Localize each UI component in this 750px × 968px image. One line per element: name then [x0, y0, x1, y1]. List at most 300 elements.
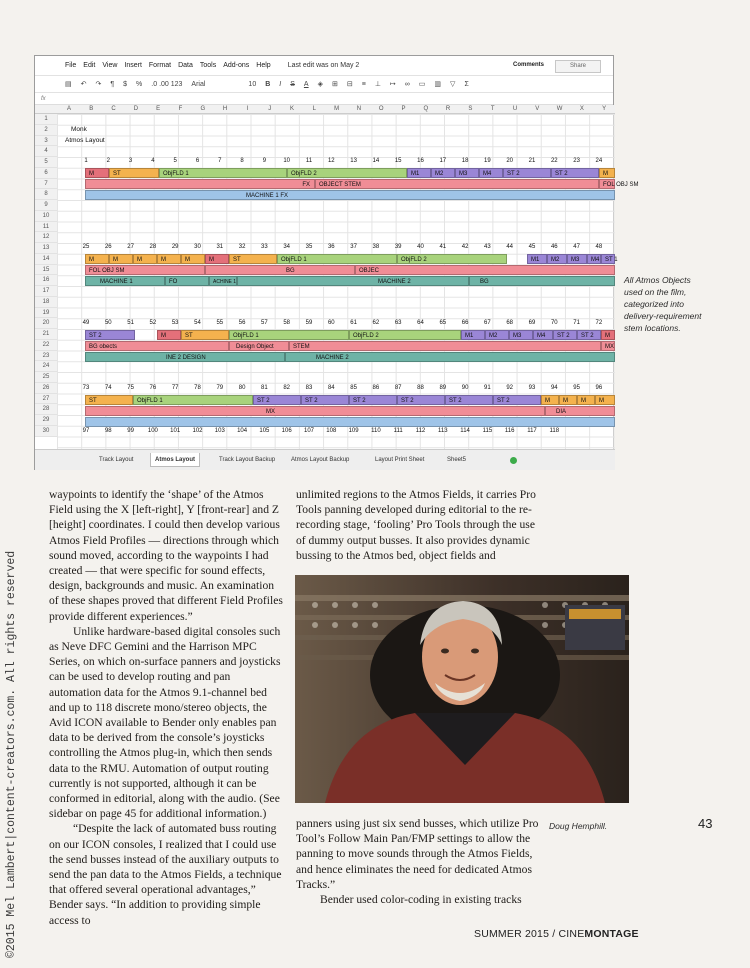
bar-b2-m6: M [205, 254, 229, 264]
row-number: 19 [35, 308, 57, 319]
track-number: 11 [305, 158, 313, 164]
track-number: 64 [417, 320, 424, 326]
bar-fx: FX [85, 179, 315, 189]
bar-b4-mx: MX [85, 406, 545, 416]
column-header: T [490, 106, 495, 112]
bar-b3-ine2design: INE 2 DESIGN [85, 352, 285, 362]
track-number: 77 [171, 385, 179, 391]
paragraph: panners using just six send busses, which utilize Pro Tool’s Follow Main Pan/FMP settings to allow the panning to move sounds through the Atmos Fields, and hence eliminates the need for dedicated Atmos Tracks.” [296, 817, 539, 891]
track-number: 88 [417, 385, 424, 391]
bar-b2-bg2: BG [469, 276, 615, 286]
row-number: 13 [35, 243, 57, 254]
bar-b3-objfld2: ObjFLD 2 [349, 330, 461, 340]
font-select: Arial [191, 80, 206, 88]
chart-icon: ▥ [434, 81, 442, 88]
bar-objfld1: ObjFLD 1 [159, 168, 287, 178]
bar-b3-m1: M1 [461, 330, 485, 340]
column-header: R [445, 106, 451, 112]
bar-b4-blue [85, 417, 615, 427]
borders-icon: ⊞ [331, 81, 338, 88]
column-header: K [289, 106, 294, 112]
column-header: D [133, 106, 139, 112]
bar-b4-st: ST [85, 395, 133, 405]
align-icon: ≡ [361, 80, 366, 88]
column-header: E [156, 106, 161, 112]
track-number: 19 [484, 158, 491, 164]
paragraph: waypoints to identify the ‘shape’ of the Atmos Field using the X [left-right], Y [front-rear] and Z [height] coordinates. I could then develop various Atmos Field Profiles — directions through which sound moved, according to the waypoints I had created — that were specific for sound effects, design, backgrounds and music. An examination of these shapes proved that different Field Profiles provide different experiences.” [49, 488, 283, 623]
track-number: 54 [194, 320, 201, 326]
bar-b3-m4: M4 [533, 330, 553, 340]
track-number: 94 [550, 385, 558, 391]
bar-b2-m4x: M4 [587, 254, 601, 264]
track-number: 112 [415, 428, 426, 434]
track-number: 37 [350, 244, 357, 250]
track-number: 60 [327, 320, 335, 326]
menu-insert: Insert [124, 62, 142, 69]
track-number: 103 [214, 428, 225, 434]
track-number: 98 [104, 428, 112, 434]
currency-icon: $ [123, 80, 128, 88]
track-number: 75 [127, 385, 134, 391]
footer-mag-cine: CINE [558, 928, 585, 940]
column-header: I [246, 106, 249, 112]
track-number: 57 [261, 320, 268, 326]
track-number: 48 [595, 244, 603, 250]
footer-separator: / [549, 928, 559, 940]
bar-b2-m4: M [157, 254, 181, 264]
track-number: 71 [573, 320, 580, 326]
track-number: 2 [106, 158, 110, 164]
bar-machine1-fx: MACHINE 1 FX [85, 190, 615, 200]
track-number: 108 [326, 428, 337, 434]
track-number: 110 [371, 428, 381, 434]
tab-layout-print-sheet: Layout Print Sheet [375, 457, 425, 463]
track-number: 43 [484, 244, 491, 250]
tab-track-layout: Track Layout [99, 457, 134, 463]
column-header: Q [423, 106, 429, 112]
filter-icon: ▽ [450, 81, 456, 88]
bar-b4-dia: DIA [545, 406, 615, 416]
column-header: L [312, 106, 316, 112]
track-number: 25 [82, 244, 90, 250]
bar-b3-stem: STEM [289, 341, 601, 351]
sheet-title: Monk [71, 126, 87, 133]
track-number: 44 [506, 244, 514, 250]
row-number: 3 [35, 136, 57, 147]
bar-b3-bg-obects: BG obects [85, 341, 229, 351]
track-number: 67 [484, 320, 491, 326]
tab-track-layout-backup: Track Layout Backup [219, 457, 276, 463]
menu-view: View [102, 62, 118, 69]
paint-format-icon: ¶ [110, 80, 115, 88]
track-number: 97 [82, 428, 90, 434]
track-number: 62 [372, 320, 380, 326]
track-number: 52 [149, 320, 157, 326]
track-number: 9 [262, 158, 267, 164]
track-number: 79 [216, 385, 224, 391]
track-number: 115 [482, 428, 493, 434]
column-header: F [178, 106, 183, 112]
page-footer [474, 928, 639, 940]
row-number: 15 [35, 265, 57, 276]
row-number: 1 [35, 114, 57, 125]
bar-b4-st2b: ST 2 [301, 395, 349, 405]
link-icon: ∞ [404, 80, 410, 88]
bar-b3-m-end: M [601, 330, 615, 340]
track-number: 23 [573, 158, 580, 164]
copyright-text: ©2015 Mel Lambert|content-creators.com. All rights reserved [5, 550, 18, 958]
menu-help: Help [256, 62, 271, 69]
paragraph: Unlike hardware-based digital consoles such as Neve DFC Gemini and the Harrison MPC Series, on which on-surface panners and joysticks can be used to develop routing and pan automation data for the Atmos 9.1-channel bed and up to 118 discrete mono/stereo objects, the Avid ICON available to Bender only enables pan data to be derived from the console’s joysticks controlling the Atmos plug-in, which then sends data to the RMU. Automation of output routing currently is not supported, although it can be conformed in editorial, along with the audio. (See sidebar on page 45 for additional information.) [49, 624, 281, 821]
track-number: 40 [417, 244, 424, 250]
footer-mag-montage: MONTAGE [584, 928, 639, 940]
bar-b2-objec: OBJEC [355, 265, 615, 275]
redo-icon: ↷ [95, 81, 102, 88]
functions-button: Σ [464, 80, 469, 88]
spreadsheet-toolbar [35, 76, 613, 93]
row-number: 16 [35, 275, 57, 286]
bar-st2b: ST 2 [551, 168, 599, 178]
italic-button: I [279, 80, 282, 88]
track-number: 12 [327, 158, 335, 164]
track-number: 117 [527, 428, 537, 434]
track-number: 26 [104, 244, 112, 250]
comments-label: Comments [513, 62, 545, 68]
track-number: 105 [259, 428, 270, 434]
number-formats: .0 .00 123 [151, 80, 183, 88]
bar-b3-st2: ST 2 [85, 330, 135, 340]
column-header: J [268, 106, 272, 112]
bar-b2-fo: FO [165, 276, 209, 286]
track-number: 100 [147, 428, 158, 434]
row-number: 21 [35, 329, 57, 340]
track-number: 18 [461, 158, 469, 164]
row-number: 2 [35, 125, 57, 136]
track-number: 36 [327, 244, 335, 250]
tab-atmos-layout-backup: Atmos Layout Backup [291, 457, 350, 463]
bar-m-end: M [599, 168, 615, 178]
row-number: 28 [35, 404, 57, 415]
track-number: 38 [372, 244, 380, 250]
bar-m3: M3 [455, 168, 479, 178]
bar-fol-obj-sm: FOL OBJ SM [599, 179, 615, 189]
row-number: 8 [35, 189, 57, 200]
bar-b2-m3x: M3 [567, 254, 587, 264]
bar-m: M [85, 168, 109, 178]
row-number: 12 [35, 232, 57, 243]
article-column-right-bottom [296, 816, 546, 907]
bar-m2: M2 [431, 168, 455, 178]
row-number: 20 [35, 318, 57, 329]
page-number: 43 [698, 816, 713, 831]
track-number: 50 [104, 320, 112, 326]
bar-b2-st: ST [229, 254, 277, 264]
bar-b3-machine2: MACHINE 2 [285, 352, 615, 362]
track-number: 99 [127, 428, 134, 434]
track-number: 73 [82, 385, 90, 391]
spreadsheet-grid [35, 105, 639, 449]
track-number: 58 [283, 320, 291, 326]
menu-tools: Tools [199, 62, 217, 69]
row-number: 9 [35, 200, 57, 211]
wrap-icon: ↦ [389, 81, 396, 88]
paragraph: unlimited regions to the Atmos Fields, it carries Pro Tools panning developed during editorial to the re-recording stage, ‘fooling’ Pro Tools through the use of dummy output busses. It also provides dynamic bussing to the Atmos bed, object fields and [296, 488, 536, 562]
track-number: 72 [595, 320, 603, 326]
column-header: A [66, 106, 71, 112]
row-number: 26 [35, 383, 57, 394]
track-number: 81 [261, 385, 268, 391]
bar-m1: M1 [407, 168, 431, 178]
row-number: 24 [35, 361, 57, 372]
column-header: C [111, 106, 116, 112]
row-number: 22 [35, 340, 57, 351]
bar-b2-machine1: MACHINE 1 [85, 276, 165, 286]
track-number: 106 [281, 428, 292, 434]
track-number: 86 [372, 385, 380, 391]
bar-object-stem: OBJECT STEM [315, 179, 599, 189]
bar-st: ST [109, 168, 159, 178]
track-number: 21 [528, 158, 536, 164]
paragraph: Bender used color-coding in existing tracks [320, 893, 522, 907]
bar-b3-m: M [157, 330, 181, 340]
strike-button: S [290, 80, 295, 88]
column-header: U [512, 106, 518, 112]
track-number: 69 [528, 320, 536, 326]
fill-icon: ◈ [317, 81, 323, 88]
merge-icon: ⊟ [346, 81, 353, 88]
track-number: 59 [305, 320, 313, 326]
menu-data: Data [178, 62, 193, 69]
undo-icon: ↶ [80, 81, 87, 88]
bar-b4-st2f: ST 2 [493, 395, 541, 405]
bar-b2-m5: M [181, 254, 205, 264]
footer-issue: SUMMER 2015 [474, 928, 550, 940]
track-number: 51 [127, 320, 134, 326]
row-number: 25 [35, 372, 57, 383]
row-number: 4 [35, 146, 57, 157]
row-number: 18 [35, 297, 57, 308]
bar-m4: M4 [479, 168, 503, 178]
track-number: 76 [149, 385, 157, 391]
track-number: 15 [394, 158, 402, 164]
track-number: 24 [595, 158, 603, 164]
column-header: B [89, 106, 94, 112]
track-number: 70 [550, 320, 558, 326]
comment-icon: ▭ [418, 81, 426, 88]
track-number: 35 [305, 244, 313, 250]
track-number: 96 [595, 385, 603, 391]
track-number: 45 [528, 244, 536, 250]
bar-b2-fol: FOL OBJ SM [85, 265, 205, 275]
track-number: 39 [394, 244, 402, 250]
track-number: 33 [261, 244, 268, 250]
bar-b2-st1: ST 1 [601, 254, 615, 264]
bar-b4-objfld1: ObjFLD 1 [133, 395, 253, 405]
bar-b3-m2: M2 [485, 330, 509, 340]
row-number: 23 [35, 351, 57, 362]
column-header: S [468, 106, 473, 112]
track-number: 102 [192, 428, 203, 434]
row-number: 29 [35, 415, 57, 426]
track-number: 89 [439, 385, 447, 391]
bar-b4-m1: M [541, 395, 559, 405]
row-number: 11 [35, 222, 57, 233]
track-number: 31 [216, 244, 224, 250]
track-number: 104 [237, 428, 248, 434]
bar-b2-m1x: M1 [527, 254, 547, 264]
track-number: 56 [238, 320, 246, 326]
track-number: 84 [327, 385, 335, 391]
bar-b2-objfld1: ObjFLD 1 [277, 254, 397, 264]
column-header: G [200, 106, 206, 112]
track-number: 5 [173, 158, 177, 164]
row-number: 30 [35, 426, 57, 437]
portrait-photo [295, 575, 629, 803]
portrait-illustration [295, 575, 629, 803]
bar-b4-st2a: ST 2 [253, 395, 301, 405]
menu-addons: Add-ons [223, 62, 250, 69]
row-number: 7 [35, 179, 57, 190]
track-number: 32 [238, 244, 246, 250]
track-number: 29 [171, 244, 179, 250]
font-size-select: 10 [248, 80, 257, 88]
bar-b2-m2x: M2 [547, 254, 567, 264]
sheet-tabs [35, 449, 615, 470]
row-number: 17 [35, 286, 57, 297]
spreadsheet-menubar [35, 56, 613, 76]
track-number: 20 [506, 158, 514, 164]
track-number: 65 [439, 320, 447, 326]
tab-sheet5: Sheet5 [447, 457, 467, 463]
paragraph: “Despite the lack of automated buss routing on our ICON consoles, I realized that I could use the send busses instead of the auxiliary outputs to send the pan data to the Atmos Fields, a technique that offered several operational advantages,” Bender says. “In addition to providing simple access to [49, 822, 282, 927]
bar-b4-m3: M [577, 395, 595, 405]
track-number: 114 [460, 428, 470, 434]
column-header: O [378, 106, 384, 112]
bar-b3-objfld1: ObjFLD 1 [229, 330, 349, 340]
column-header: N [356, 106, 362, 112]
copyright-vertical [2, 480, 22, 960]
track-number: 6 [195, 158, 200, 164]
bar-b2-machine2: MACHINE 2 [237, 276, 469, 286]
bar-b4-st2e: ST 2 [445, 395, 493, 405]
bar-b2-objfld2: ObjFLD 2 [397, 254, 507, 264]
bar-b4-m4: M [595, 395, 615, 405]
bold-button: B [265, 80, 271, 88]
article-column-right-top [296, 487, 546, 563]
track-number: 4 [151, 158, 155, 164]
share-button: Share [555, 60, 601, 73]
track-number: 91 [484, 385, 491, 391]
track-number: 7 [218, 158, 222, 164]
track-number: 16 [417, 158, 424, 164]
row-number: 27 [35, 394, 57, 405]
bar-b3-st: ST [181, 330, 229, 340]
column-header: H [222, 106, 228, 112]
track-number: 55 [216, 320, 224, 326]
photo-caption: Doug Hemphill. [549, 821, 608, 831]
grid-cells [57, 114, 639, 449]
text-color-button: A [303, 80, 309, 88]
track-number: 41 [439, 244, 447, 250]
track-number: 118 [549, 428, 560, 434]
bar-st2: ST 2 [503, 168, 551, 178]
column-header: Y [602, 106, 607, 112]
track-number: 17 [439, 158, 447, 164]
bar-b3-mx: MX [601, 341, 615, 351]
valign-icon: ⊥ [374, 81, 381, 88]
track-number: 66 [461, 320, 469, 326]
row-numbers [35, 114, 57, 437]
track-number: 74 [104, 385, 112, 391]
track-number: 8 [240, 158, 244, 164]
row-number: 10 [35, 211, 57, 222]
track-number: 22 [550, 158, 558, 164]
bar-b2-machine1b: ACHINE 1 [209, 276, 237, 286]
track-number: 49 [82, 320, 90, 326]
track-number: 61 [350, 320, 357, 326]
track-number: 109 [348, 428, 359, 434]
track-number: 47 [573, 244, 580, 250]
bar-b4-st2d: ST 2 [397, 395, 445, 405]
bar-b2-m3: M [133, 254, 157, 264]
track-number: 113 [438, 428, 448, 434]
track-number: 80 [238, 385, 246, 391]
column-header: X [579, 106, 584, 112]
last-edit-text: Last edit was on May 2 [287, 62, 360, 69]
track-number: 53 [171, 320, 179, 326]
row-number: 14 [35, 254, 57, 265]
track-number: 107 [303, 428, 314, 434]
row-number: 5 [35, 157, 57, 168]
track-number: 92 [506, 385, 514, 391]
track-number: 1 [84, 158, 88, 164]
formula-bar: fx [35, 93, 613, 105]
track-number: 83 [305, 385, 313, 391]
saved-check-icon [510, 457, 517, 464]
column-header: M [334, 106, 340, 112]
track-number: 111 [393, 428, 403, 434]
bar-b2-m1: M [85, 254, 109, 264]
track-number: 13 [350, 158, 357, 164]
track-number: 78 [194, 385, 201, 391]
tab-atmos-layout: Atmos Layout [150, 453, 200, 467]
bar-b4-m2: M [559, 395, 577, 405]
track-number: 85 [350, 385, 357, 391]
track-number: 10 [283, 158, 291, 164]
spreadsheet-screenshot [34, 55, 639, 470]
track-number: 30 [194, 244, 201, 250]
track-number: 82 [283, 385, 291, 391]
bar-b2-m2: M [109, 254, 133, 264]
track-number: 68 [506, 320, 514, 326]
track-number: 101 [170, 428, 181, 434]
sheet-subtitle: Atmos Layout [65, 137, 105, 144]
figure-caption: All Atmos Objects used on the film, categorized into delivery-requirement stem locations. [624, 275, 702, 333]
track-number: 87 [394, 385, 402, 391]
percent-label: % [136, 80, 143, 88]
track-number: 14 [372, 158, 380, 164]
bar-b2-bg: BG [205, 265, 355, 275]
track-number: 63 [394, 320, 402, 326]
menu-format: Format [148, 62, 172, 69]
row-number: 6 [35, 168, 57, 179]
column-header: W [556, 106, 563, 112]
bar-b4-st2c: ST 2 [349, 395, 397, 405]
track-number: 93 [528, 385, 536, 391]
track-number: 34 [283, 244, 291, 250]
print-icon: ▤ [65, 81, 72, 88]
track-number: 3 [128, 158, 133, 164]
